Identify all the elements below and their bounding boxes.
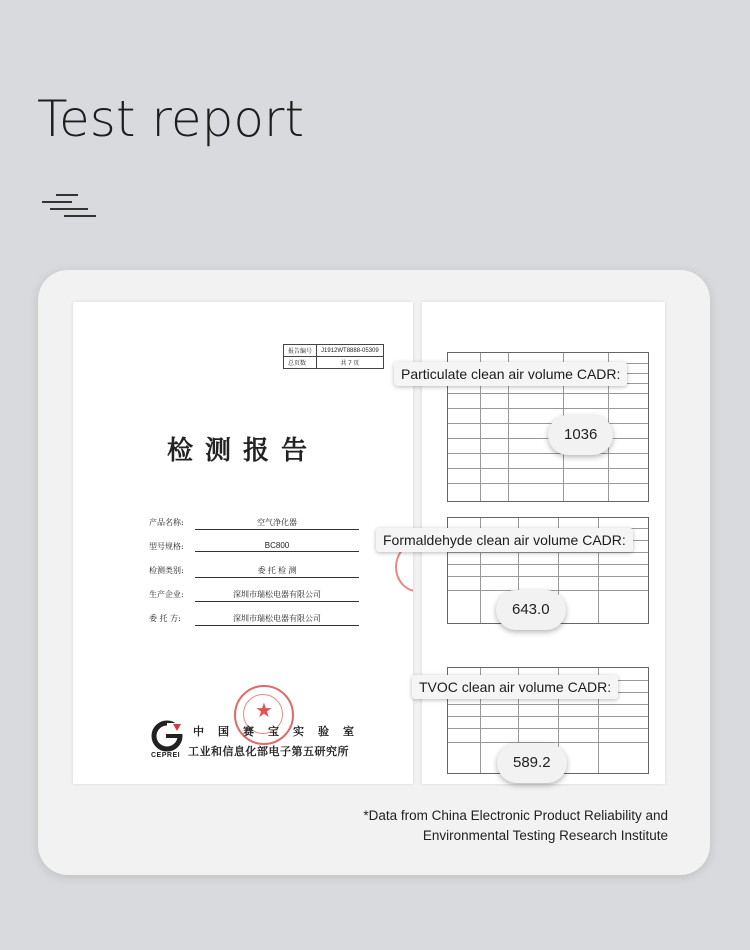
report-cover-page [73,302,413,784]
ref-label: 总页数 [284,357,317,369]
field-label: 型号规格: [149,542,184,551]
page-title: Test report [37,90,305,148]
field-model [149,541,359,555]
field-label: 产品名称: [149,518,184,527]
field-value: BC800 [195,541,359,552]
field-label: 委 托 方: [149,614,181,623]
field-manufacturer [149,589,359,603]
field-label: 检测类别: [149,566,184,575]
footnote-line: Environmental Testing Research Institute [422,828,668,843]
report-document-title: 检测报告 [166,436,319,466]
particulate-cadr-value: 1036 [548,415,613,455]
field-value: 深圳市瑞松电器有限公司 [195,589,359,602]
data-source-footnote [308,806,668,846]
ref-value: 共 7 页 [317,357,384,369]
organization-name: 中国赛宝实验室 [193,725,368,738]
field-test-category [149,565,359,579]
field-value: 委 托 检 测 [195,565,359,578]
ref-value: J1912WT8888-05309 [317,345,384,357]
footnote-line: *Data from China Electronic Product Reliability and [363,808,668,823]
decorative-lines-icon [42,194,98,218]
logo-text: CEPREI [151,752,181,759]
tvoc-cadr-value: 589.2 [497,743,567,783]
report-card [38,270,710,875]
formaldehyde-cadr-value: 643.0 [496,590,566,630]
field-label: 生产企业: [149,590,184,599]
formaldehyde-cadr-label: Formaldehyde clean air volume CADR: [376,528,633,552]
ref-label: 报告编号 [284,345,317,357]
particulate-cadr-label: Particulate clean air volume CADR: [394,362,627,386]
organization-subtitle: 工业和信息化部电子第五研究所 [188,745,349,758]
field-product-name [149,517,359,531]
tvoc-cadr-label: TVOC clean air volume CADR: [412,675,618,699]
field-value: 空气净化器 [195,517,359,530]
report-reference-box [283,344,384,369]
field-client [149,613,359,627]
official-seal-icon: ★ [234,685,294,745]
ceprei-logo-icon [151,720,183,752]
field-value: 深圳市瑞松电器有限公司 [195,613,359,626]
